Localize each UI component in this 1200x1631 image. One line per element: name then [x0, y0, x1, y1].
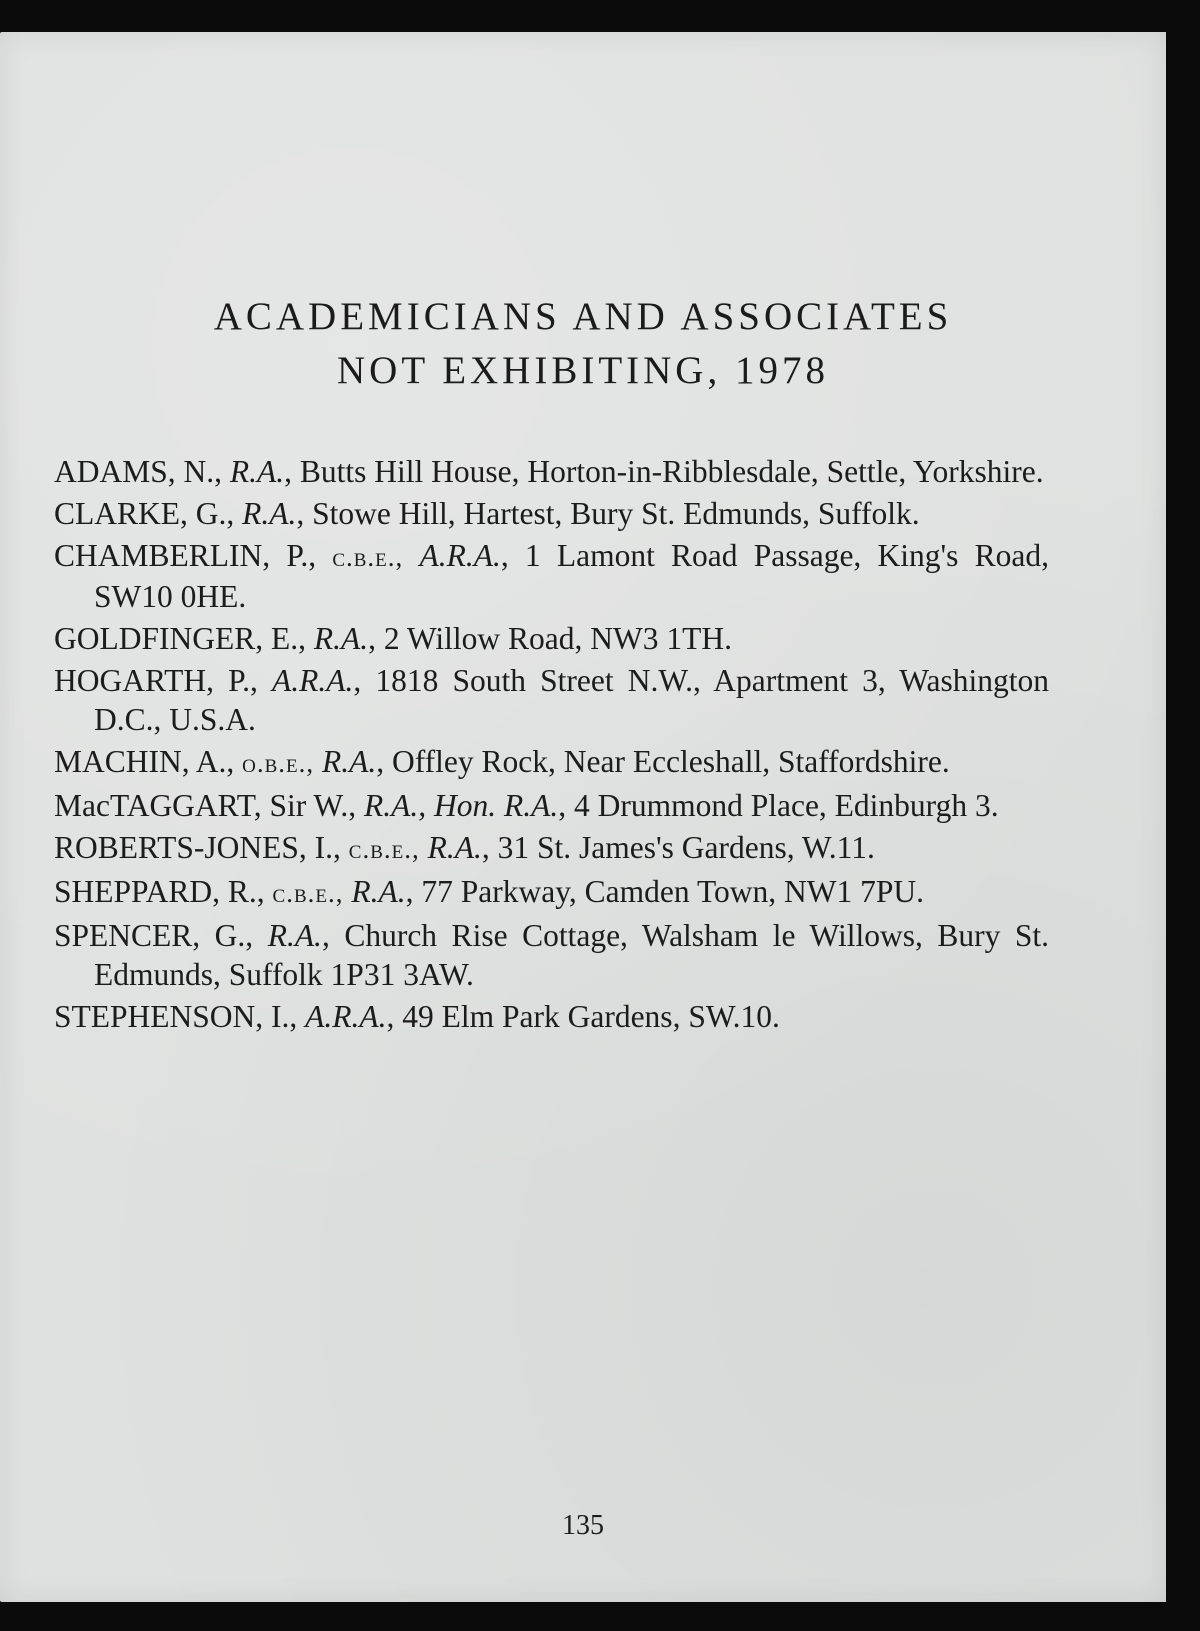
entry-address: , 31 St. James's Gardens, W.11.: [481, 830, 875, 865]
book-page: [0, 32, 1166, 1602]
list-item: [54, 742, 1049, 783]
entry-rank: R.A.: [351, 874, 406, 909]
entry-name: SPENCER, G.,: [54, 918, 254, 953]
list-item: [54, 828, 1049, 869]
list-item: [54, 452, 1049, 491]
entry-honours: c.b.e.,: [272, 878, 344, 908]
entry-name: GOLDFINGER, E.,: [54, 621, 306, 656]
entry-rank: A.R.A.: [272, 663, 354, 698]
entry-address: , 49 Elm Park Gardens, SW.10.: [386, 999, 780, 1034]
entry-address: , Butts Hill House, Horton-in-Ribblesdale, Settle, Yorkshire.: [284, 454, 1044, 489]
entry-name: MacTAGGART, Sir W.,: [54, 788, 357, 823]
members-list: [54, 452, 1049, 1039]
entry-address: , 2 Willow Road, NW3 1TH.: [368, 621, 732, 656]
entry-name: MACHIN, A.,: [54, 744, 235, 779]
entry-name: HOGARTH, P.,: [54, 663, 258, 698]
entry-name: ROBERTS-JONES, I.,: [54, 830, 341, 865]
entry-rank: R.A.: [267, 918, 322, 953]
entry-name: CLARKE, G.,: [54, 496, 235, 531]
entry-rank: R.A.: [427, 830, 482, 865]
entry-address: , Offley Rock, Near Eccleshall, Staffordshire.: [376, 744, 950, 779]
entry-name: STEPHENSON, I.,: [54, 999, 298, 1034]
entry-honours: c.b.e.,: [348, 834, 420, 864]
list-item: [54, 872, 1049, 913]
list-item: [54, 661, 1049, 739]
list-item: [54, 997, 1049, 1036]
entry-name: SHEPPARD, R.,: [54, 874, 265, 909]
title-line-2: NOT EXHIBITING, 1978: [337, 349, 829, 392]
entry-address: , 77 Parkway, Camden Town, NW1 7PU.: [405, 874, 924, 909]
entry-address: , 4 Drummond Place, Edinburgh 3.: [558, 788, 999, 823]
list-item: [54, 494, 1049, 533]
entry-address: , Stowe Hill, Hartest, Bury St. Edmunds, Suffolk.: [296, 496, 920, 531]
entry-rank: R.A., Hon. R.A.: [364, 788, 559, 823]
entry-address: , 1 Lamont Road Passage, King's Road, SW10 0HE.: [94, 538, 1050, 614]
entry-rank: R.A.: [242, 496, 297, 531]
entry-honours: o.b.e.,: [242, 748, 315, 778]
entry-honours: c.b.e.,: [332, 542, 404, 572]
entry-address: , Church Rise Cottage, Walsham le Willows, Bury St. Edmunds, Suffolk 1P31 3AW.: [94, 918, 1050, 992]
list-item: [54, 619, 1049, 658]
entry-rank: A.R.A.: [305, 999, 387, 1034]
entry-name: CHAMBERLIN, P.,: [54, 538, 317, 573]
page-title: [0, 290, 1166, 398]
entry-rank: R.A.: [229, 454, 285, 489]
list-item: [54, 916, 1049, 994]
entry-rank: R.A.: [322, 744, 377, 779]
list-item: [54, 786, 1049, 825]
entry-address: , 1818 South Street N.W., Apartment 3, Washington D.C., U.S.A.: [94, 663, 1049, 737]
list-item: [54, 536, 1049, 616]
entry-name: ADAMS, N.,: [54, 454, 223, 489]
page-number: 135: [562, 1510, 604, 1541]
entry-rank: R.A.: [313, 621, 369, 656]
title-line-1: ACADEMICIANS AND ASSOCIATES: [213, 295, 953, 338]
entry-rank: A.R.A.: [419, 538, 501, 573]
